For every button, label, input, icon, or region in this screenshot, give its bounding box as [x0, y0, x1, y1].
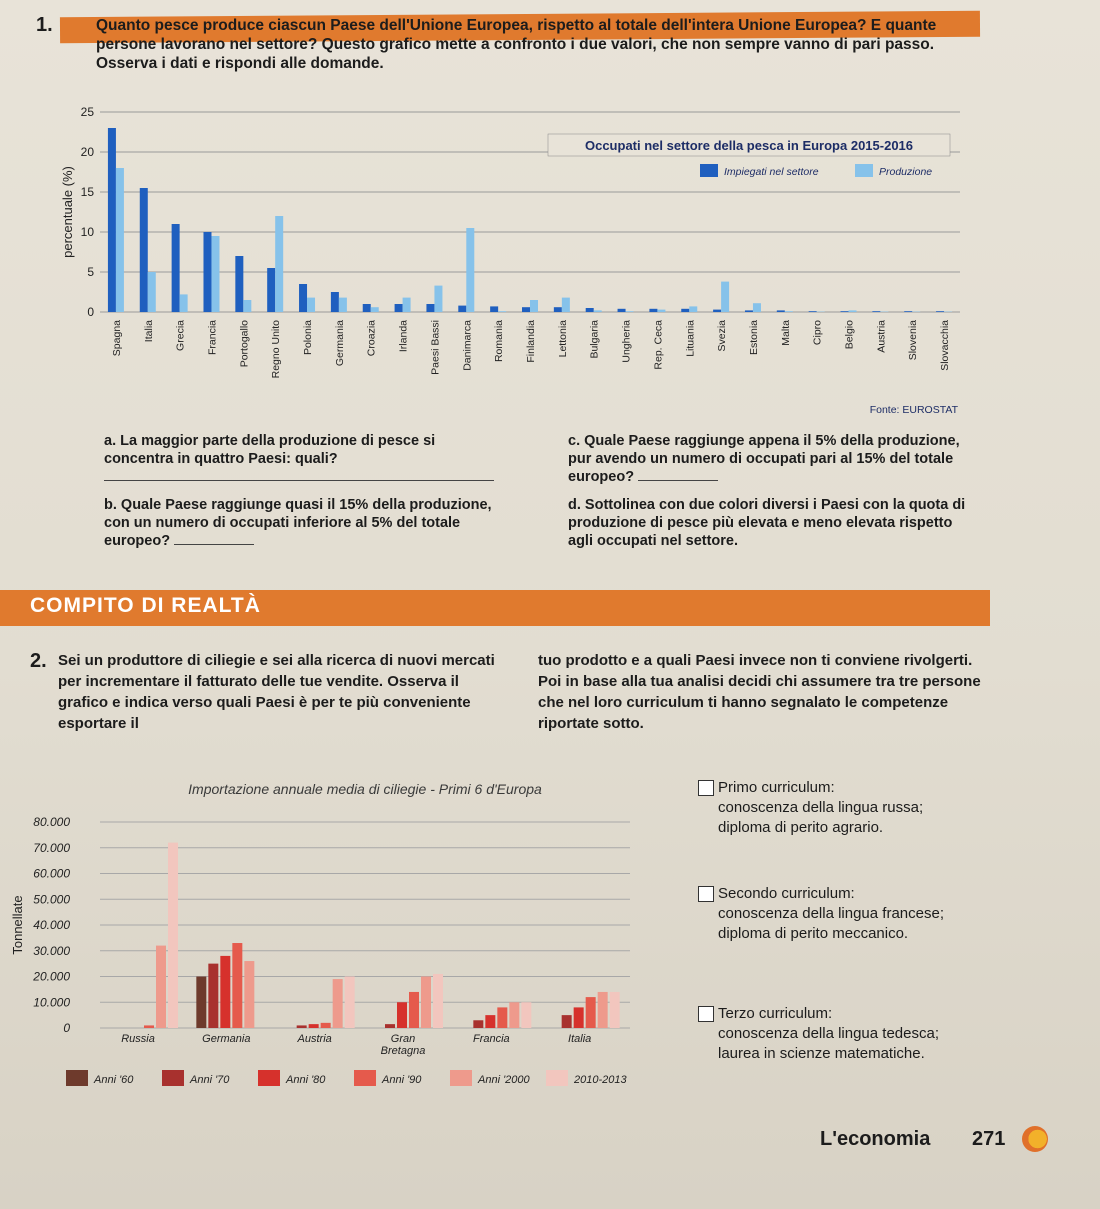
x-tick-label: Portogallo	[238, 320, 251, 368]
cherry-import-chart	[10, 770, 660, 1100]
bar-employed	[872, 311, 880, 312]
bar-production	[498, 311, 506, 312]
legend-label: Anni '60	[94, 1074, 134, 1086]
bar-employed	[809, 311, 817, 312]
x-tick-label: Irlanda	[397, 320, 410, 353]
bar-employed	[681, 309, 689, 312]
x-tick-label: Slovacchia	[939, 320, 952, 371]
legend-label: Anni '70	[190, 1074, 230, 1086]
chapter-dot-icon	[1022, 1126, 1048, 1152]
question-b: b. Quale Paese raggiunge quasi il 15% della produzione, con un numero di occupati inferiore al 5% del totale europeo?	[104, 497, 492, 549]
x-tick-label: Danimarca	[461, 320, 474, 371]
legend-label: Anni '2000	[478, 1074, 530, 1086]
x-tick-label: Lettonia	[556, 320, 569, 358]
x-tick-label: Paesi Bassi	[429, 320, 442, 375]
bar-production	[753, 303, 761, 312]
curriculum-2	[698, 884, 944, 944]
legend-label: 2010-2013	[574, 1074, 627, 1086]
bar-employed	[331, 292, 339, 312]
bar-production	[275, 216, 283, 312]
legend-label: Produzione	[879, 166, 933, 178]
x-tick-label: Belgio	[843, 320, 856, 350]
y-tick-label: 80.000	[33, 815, 70, 829]
bar-employed	[777, 310, 785, 312]
bar	[586, 997, 596, 1028]
bar-production	[243, 300, 251, 312]
legend-swatch	[258, 1070, 280, 1086]
x-tick-label: Romania	[493, 320, 506, 363]
y-tick-label: 10.000	[33, 995, 70, 1010]
legend-swatch	[700, 164, 718, 177]
bar-production	[339, 298, 347, 312]
x-tick-label: Russia	[121, 1033, 155, 1045]
bar	[473, 1020, 483, 1028]
curriculum-1-title: Primo curriculum:	[718, 779, 835, 796]
legend-swatch	[66, 1070, 88, 1086]
x-tick-label: Malta	[779, 320, 792, 346]
curriculum-3-checkbox[interactable]	[698, 1006, 714, 1022]
bar-employed	[490, 306, 498, 312]
legend-swatch	[546, 1070, 568, 1086]
x-tick-label: Italia	[568, 1033, 592, 1045]
bar	[232, 943, 242, 1028]
x-tick-label: Germania	[202, 1033, 251, 1045]
y-tick-label: 0	[63, 1021, 70, 1035]
curriculum-1-line: conoscenza della lingua russa;	[718, 799, 924, 816]
bar-employed	[235, 256, 243, 312]
y-axis-label: percentuale (%)	[60, 166, 75, 258]
bar-employed	[203, 232, 211, 312]
x-tick-label: Austria	[875, 320, 888, 353]
y-tick-label: 15	[80, 185, 94, 199]
y-tick-label: 10	[80, 225, 94, 239]
bar	[220, 956, 230, 1028]
question-text: Quanto pesce produce ciascun Paese dell'Unione Europea, rispetto al totale dell'intera Unione Europea? E quante persone lavorano nel settore? Questo grafico mette a confronto i due valori, che non sempre vanno di pari passo. Osserva i dati e rispondi alle domande.	[96, 17, 937, 72]
y-tick-label: 25	[80, 105, 94, 119]
bar-production	[307, 298, 315, 312]
bar	[485, 1015, 495, 1028]
legend-swatch	[162, 1070, 184, 1086]
bar-employed	[299, 284, 307, 312]
y-axis-label: Tonnellate	[10, 895, 25, 955]
bar-employed	[649, 309, 657, 312]
bar	[574, 1007, 584, 1028]
bar-production	[434, 286, 442, 312]
question-c: c. Quale Paese raggiunge appena il 5% della produzione, pur avendo un numero di occupati pari al 15% del totale europeo?	[568, 433, 960, 485]
question-number: 1.	[36, 14, 53, 36]
bar	[321, 1023, 331, 1028]
x-tick-label: Austria	[297, 1033, 332, 1045]
bar	[208, 964, 218, 1028]
bar-production	[211, 236, 219, 312]
bar-employed	[554, 307, 562, 312]
bar-production	[594, 310, 602, 312]
legend-swatch	[450, 1070, 472, 1086]
x-tick-label: Germania	[333, 320, 346, 367]
chart-title: Importazione annuale media di ciliegie - Primi 6 d'Europa	[188, 781, 542, 797]
legend-label: Impiegati nel settore	[724, 166, 819, 178]
bar	[598, 992, 608, 1028]
bar-production	[689, 306, 697, 312]
y-tick-label: 20.000	[33, 969, 70, 984]
bar-employed	[713, 310, 721, 312]
bar	[433, 974, 443, 1028]
x-tick-label: Regno Unito	[270, 320, 283, 379]
bar	[610, 992, 620, 1028]
x-tick-label: Francia	[206, 320, 219, 356]
x-tick-label: Finlandia	[525, 320, 537, 363]
bar-employed	[172, 224, 180, 312]
x-tick-label: Ungheria	[620, 320, 633, 363]
bar-employed	[745, 310, 753, 312]
legend-label: Anni '90	[382, 1074, 422, 1086]
bar-production	[626, 311, 634, 312]
bar	[156, 946, 166, 1028]
bar	[385, 1024, 395, 1028]
question-a: a. La maggior parte della produzione di pesce si concentra in quattro Paesi: quali?	[104, 432, 494, 486]
curriculum-2-line: conoscenza della lingua francese;	[718, 905, 944, 922]
bar-employed	[522, 307, 530, 312]
y-tick-label: 60.000	[33, 866, 70, 881]
bar-production	[116, 168, 124, 312]
legend-swatch	[354, 1070, 376, 1086]
bar-production	[785, 311, 793, 312]
x-tick-label: Spagna	[110, 320, 123, 357]
question-2-text-left: Sei un produttore di ciliegie e sei alla ricerca di nuovi mercati per incrementare il fatturato delle tue vendite. Osserva il grafico e indica verso quali Paesi è per te più conveniente esportare il	[58, 652, 495, 732]
x-tick-label: Slovenia	[907, 320, 920, 361]
section-title: COMPITO DI REALTÀ	[30, 594, 261, 617]
bar-production	[657, 310, 665, 312]
questions-right	[568, 432, 968, 560]
bar-employed	[363, 304, 371, 312]
bar	[144, 1025, 154, 1028]
y-tick-label: 5	[87, 265, 94, 279]
bar-employed	[426, 304, 434, 312]
curriculum-1-checkbox[interactable]	[698, 780, 714, 796]
bar-employed	[108, 128, 116, 312]
bar-production	[403, 298, 411, 312]
chart-source: Fonte: EUROSTAT	[869, 404, 958, 416]
y-tick-label: 0	[87, 305, 94, 319]
x-tick-label: Estonia	[747, 320, 760, 356]
curriculum-3	[698, 1004, 939, 1064]
y-tick-label: 50.000	[33, 892, 70, 907]
bar	[244, 961, 254, 1028]
bar-employed	[395, 304, 403, 312]
bar-employed	[904, 311, 912, 312]
bar	[521, 1002, 531, 1028]
bar-production	[849, 310, 857, 312]
legend-label: Anni '80	[286, 1074, 326, 1086]
bar-production	[371, 307, 379, 312]
bar-production	[562, 298, 570, 312]
curriculum-3-line: laurea in scienze matematiche.	[718, 1045, 925, 1062]
x-tick-label: Gran Bretagna	[380, 1033, 426, 1057]
bar-production	[721, 282, 729, 312]
x-tick-label: Lituania	[684, 320, 697, 357]
bar	[196, 977, 206, 1029]
question-2-number: 2.	[30, 650, 47, 672]
bar-employed	[618, 309, 626, 312]
page-number: 271	[972, 1128, 1006, 1150]
bar-employed	[586, 308, 594, 312]
curriculum-3-line: conoscenza della lingua tedesca;	[718, 1025, 939, 1042]
bar	[309, 1024, 319, 1028]
bar-production	[466, 228, 474, 312]
bar-employed	[140, 188, 148, 312]
question-2-text-right: tuo prodotto e a quali Paesi invece non ti conviene rivolgerti. Poi in base alla tua analisi decidi chi assumere tra tre persone che nel loro curriculum ti hanno segnalato le competenze riportate sotto.	[538, 652, 981, 732]
legend-swatch	[855, 164, 873, 177]
x-tick-label: Svezia	[716, 320, 729, 352]
bar	[333, 979, 343, 1028]
answer-line-a[interactable]	[104, 468, 494, 481]
curriculum-2-line: diploma di perito meccanico.	[718, 925, 909, 942]
x-tick-label: Bulgaria	[588, 320, 601, 359]
bar	[421, 977, 431, 1029]
chart-title: Occupati nel settore della pesca in Europa 2015-2016	[584, 138, 914, 153]
curriculum-2-checkbox[interactable]	[698, 886, 714, 902]
bar-production	[180, 294, 188, 312]
x-tick-label: Rep. Ceca	[652, 320, 665, 370]
x-tick-label: Polonia	[302, 320, 315, 356]
curriculum-3-title: Terzo curriculum:	[718, 1005, 833, 1022]
bar-employed	[841, 311, 849, 312]
y-tick-label: 40.000	[33, 918, 70, 932]
answer-line-c[interactable]	[638, 468, 718, 481]
fishing-employment-chart	[40, 90, 980, 420]
bar-production	[148, 272, 156, 312]
bar-production	[530, 300, 538, 312]
curriculum-1	[698, 778, 923, 838]
bar	[497, 1007, 507, 1028]
curriculum-2-title: Secondo curriculum:	[718, 885, 855, 902]
bar	[345, 977, 355, 1029]
y-tick-label: 70.000	[33, 840, 70, 855]
x-tick-label: Francia	[472, 1033, 510, 1045]
bar	[409, 992, 419, 1028]
bar	[397, 1002, 407, 1028]
y-tick-label: 30.000	[33, 943, 70, 958]
y-tick-label: 20	[80, 145, 94, 159]
chapter-label: L'economia	[820, 1128, 931, 1150]
bar	[562, 1015, 572, 1028]
bar-employed	[936, 311, 944, 312]
bar	[168, 843, 178, 1028]
bar	[297, 1025, 307, 1028]
bar-employed	[458, 306, 466, 312]
curriculum-1-line: diploma di perito agrario.	[718, 819, 884, 836]
x-tick-label: Italia	[142, 320, 155, 343]
answer-line-b[interactable]	[174, 532, 254, 545]
bar-employed	[267, 268, 275, 312]
bar	[509, 1002, 519, 1028]
questions-left	[104, 432, 494, 560]
question-d: d. Sottolinea con due colori diversi i Paesi con la quota di produzione di pesce più elevata e meno elevata rispetto agli occupati nel settore.	[568, 497, 966, 549]
x-tick-label: Cipro	[811, 320, 824, 346]
x-tick-label: Grecia	[174, 320, 187, 351]
x-tick-label: Croazia	[365, 320, 378, 357]
